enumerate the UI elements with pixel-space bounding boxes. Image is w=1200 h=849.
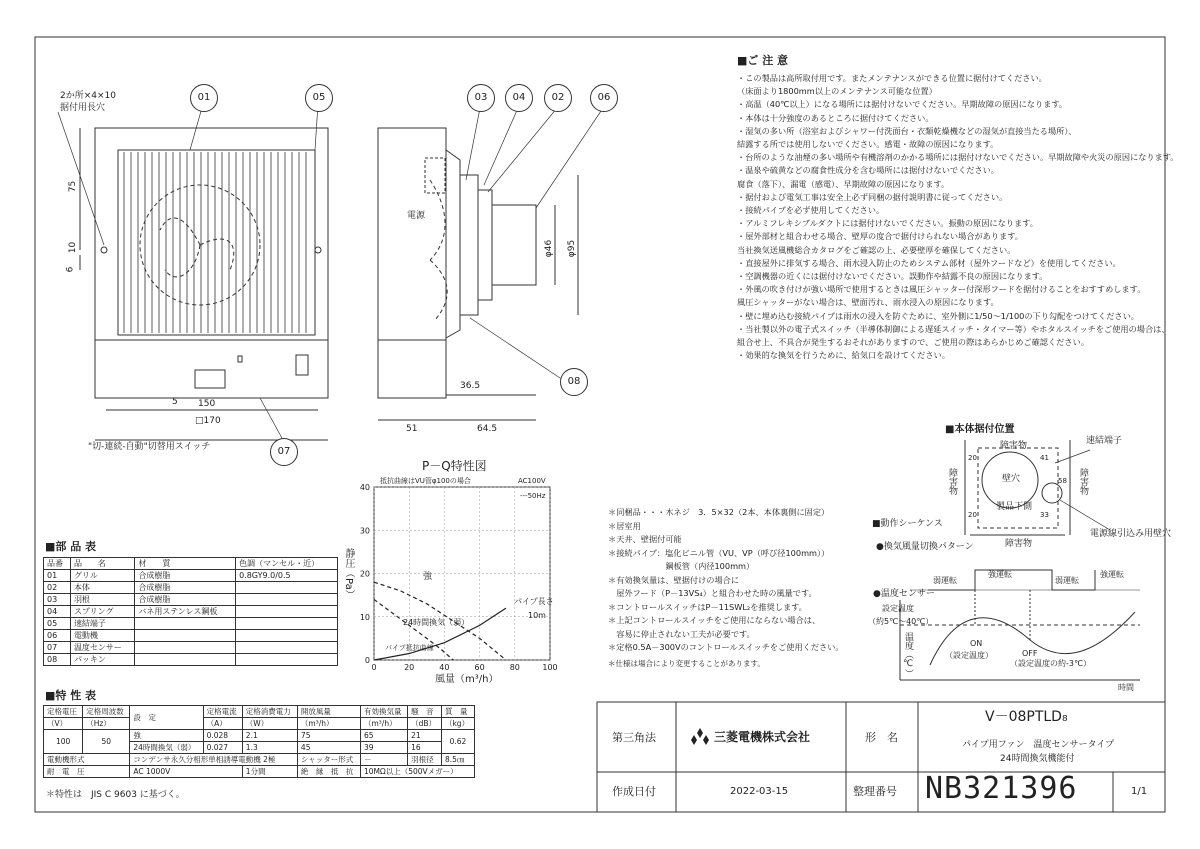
note-line: 風圧シャッターがない場合は、壁面汚れ、雨水浸入の原因になります。 xyxy=(737,297,999,308)
pq-ylabel: 静圧（Pa） xyxy=(343,548,354,600)
spec-voltage: 100 xyxy=(44,730,83,754)
parts-cell: パッキン xyxy=(70,654,134,666)
callout-03: 03 xyxy=(467,84,495,112)
spec-freq: 50 xyxy=(83,730,130,754)
note-line: ・当社製以外の電子式スイッチ（半導体制御による遅延スイッチ・タイマー等）やホタルスイッチをご使用の場合は、 xyxy=(737,323,1170,334)
mitsubishi-logo-icon xyxy=(690,728,710,746)
parts-cell xyxy=(236,582,338,594)
pq-hz: ---50Hz xyxy=(520,492,546,500)
tb-form-label: 形 名 xyxy=(865,731,898,744)
parts-cell: 温度センサー xyxy=(70,642,134,654)
parts-cell: 合成樹脂 xyxy=(135,594,236,606)
install-dim-20a: 20 xyxy=(968,454,977,462)
parts-cell: バネ用ステンレス鋼板 xyxy=(135,606,236,618)
tb-number-label: 整理番号 xyxy=(853,785,897,798)
parts-cell: 0.8GY9.0/0.5 xyxy=(236,570,338,582)
seq-weak-2: 弱運転 xyxy=(1055,576,1079,585)
note-line: ・直接屋外に排気する場合、雨水浸入防止のためシステム部材（屋外フードなど）を使用してください。 xyxy=(737,257,1121,268)
dim-36-5: 36.5 xyxy=(460,381,481,391)
note-line: ・効果的な換気を行うために、給気口を設けてください。 xyxy=(737,350,950,361)
callout-08: 08 xyxy=(560,368,588,396)
pq-xtick-label: 20 xyxy=(404,663,415,672)
parts-cell xyxy=(236,642,338,654)
note-line: 結露する所では使用しないでください。感電・故障の原因になります。 xyxy=(737,139,999,150)
parts-cell: 06 xyxy=(44,630,71,642)
spec-h-setting: 設 定 xyxy=(130,706,203,730)
parts-row xyxy=(44,654,338,666)
note-line: 組合せ上、不具合が発生するおそれがありますので、ご使用の際はあらかじめご確認ください。 xyxy=(737,337,1089,348)
pq-xtick-label: 60 xyxy=(474,663,485,672)
dim-phi95: φ95 xyxy=(567,239,578,258)
parts-cell xyxy=(135,618,236,630)
callout-05: 05 xyxy=(305,84,333,112)
tb-number: NB321396 xyxy=(925,771,1078,806)
spec-h-open-flow: 開放風量 xyxy=(297,706,360,718)
spec-noise-strong: 21 xyxy=(408,730,442,742)
notes-title: ■ご 注 意 xyxy=(737,54,789,67)
spec-setting-strong: 強 xyxy=(130,730,203,742)
accessory-line: 屋外フード（P－13VS₄）と組合わせた時の風量です。 xyxy=(608,588,817,598)
accessory-line: ＊天井、壁据付可能 xyxy=(608,534,682,544)
spec-unit-row xyxy=(44,718,475,730)
parts-cell: 01 xyxy=(44,570,71,582)
tb-desc2: 24時間換気機能付 xyxy=(1000,754,1075,764)
accessory-line: 容易に停止されない工夫が必要です。 xyxy=(608,628,755,639)
spec-motor-label: 電動機形式 xyxy=(44,754,130,766)
pq-resist-label: パイプ抵抗曲線 xyxy=(385,644,434,652)
parts-cell xyxy=(236,606,338,618)
seq-temp-axis: 温度（℃） xyxy=(903,632,913,678)
pq-pipe-length: 10m xyxy=(528,611,546,620)
seq-on: ON xyxy=(970,639,983,648)
spec-insulation-label: 絶 縁 抵 抗 xyxy=(297,766,360,778)
parts-row xyxy=(44,582,338,594)
seq-set-range: （約5℃～40℃） xyxy=(868,617,934,626)
parts-cell: 合成樹脂 xyxy=(135,582,236,594)
install-obstacle-right: 障害物 xyxy=(1078,468,1088,495)
spec-minute: 1分間 xyxy=(242,766,297,778)
pq-ytick-label: 30 xyxy=(359,526,370,536)
spec-voltage-label: 耐 電 圧 xyxy=(44,766,130,778)
spec-open-weak: 45 xyxy=(297,742,360,754)
parts-cell: 速結端子 xyxy=(70,618,134,630)
note-line: 腐食（落下）、漏電（感電）、早期故障の原因になります。 xyxy=(737,178,950,189)
spec-noise-weak: 16 xyxy=(408,742,442,754)
note-line: ・外風の吹き付けが強い場所で使用するときは風圧シャッター付深形フードを据付けることをおすすめします。 xyxy=(737,284,1146,295)
spec-title: ■特 性 表 xyxy=(45,689,97,702)
spec-power-weak: 1.3 xyxy=(242,742,297,754)
spec-footnote: ＊特性は JIS C 9603 に基づく。 xyxy=(46,790,185,800)
parts-header-cell: 品 名 xyxy=(70,558,134,570)
callout-07: 07 xyxy=(270,438,298,466)
spec-h-power: 定格消費電力 xyxy=(242,706,297,718)
note-line: ・本体は十分強度のあるところに据付けてください。 xyxy=(737,112,934,123)
parts-header-cell: 色調（マンセル・近） xyxy=(236,558,338,570)
spec-row-strong xyxy=(44,730,475,742)
parts-cell: 07 xyxy=(44,642,71,654)
callout-04: 04 xyxy=(505,84,533,112)
note-line: （床面より1800mm以上のメンテナンス可能な位置） xyxy=(737,86,937,97)
front-view xyxy=(58,104,328,440)
parts-cell: 05 xyxy=(44,618,71,630)
parts-cell xyxy=(236,654,338,666)
parts-cell: スプリング xyxy=(70,606,134,618)
parts-cell xyxy=(236,630,338,642)
note-line: ・据付および電気工事は安全上必ず同梱の据付説明書に従ってください。 xyxy=(737,191,1008,202)
parts-cell xyxy=(236,618,338,630)
seq-strong-1: 強運転 xyxy=(988,570,1012,579)
accessories-list xyxy=(608,506,844,670)
front-holes-callout: 2か所×4×10 xyxy=(60,91,116,101)
pq-note: 抵抗曲線はVU管φ100の場合 xyxy=(380,477,471,485)
dim-75: 75 xyxy=(68,180,79,193)
callout-01: 01 xyxy=(190,84,218,112)
seq-sensor: ●温度センサー xyxy=(873,589,935,599)
spec-setting-weak: 24時間換気（弱） xyxy=(130,742,203,754)
parts-row xyxy=(44,570,338,582)
tb-model: V－08PTLD₈ xyxy=(985,709,1068,725)
spec-h-mass: 質 量 xyxy=(441,706,474,718)
parts-row xyxy=(44,606,338,618)
tb-page: 1/1 xyxy=(1131,786,1148,797)
spec-shutter: － xyxy=(360,754,407,766)
parts-cell: 合成樹脂 xyxy=(135,570,236,582)
accessory-line: ＊接続パイプ：塩化ビニル管（VU、VP（呼び径100mm）） xyxy=(608,547,830,558)
spec-h-voltage: 定格電圧 xyxy=(44,706,83,718)
accessory-line: 鋼板管（内径100mm） xyxy=(608,561,755,571)
seq-weak-1: 弱運転 xyxy=(933,576,957,585)
parts-header-row xyxy=(44,558,338,570)
parts-row xyxy=(44,630,338,642)
pq-weak-label: 24時間換気（弱） xyxy=(403,618,470,627)
parts-cell: グリル xyxy=(70,570,134,582)
install-dim-58: 58 xyxy=(1058,477,1067,485)
tb-projection: 第三角法 xyxy=(612,731,656,744)
spec-u-freq: （Hz） xyxy=(83,718,130,730)
parts-header-cell: 品番 xyxy=(44,558,71,570)
pq-ytick-label: 40 xyxy=(359,483,370,492)
parts-cell xyxy=(236,594,338,606)
note-line: ・この製品は高所取付用です。またメンテナンスができる位置に据付けてください。 xyxy=(737,73,1047,83)
spec-vane: 8.5㎝ xyxy=(441,754,474,766)
note-line: ・屋外部材と組合わせる場合、壁厚の度合で据付けられない場合があります。 xyxy=(737,231,1023,242)
spec-u-voltage: （V） xyxy=(44,718,83,730)
accessory-line: ＊コントロールスイッチはP－11SWL₂を推奨します。 xyxy=(608,601,807,612)
pq-xtick-label: 0 xyxy=(371,663,377,672)
install-title: ■本体据付位置 xyxy=(945,424,1015,435)
pq-ytick-label: 0 xyxy=(364,656,370,665)
pq-xtick-label: 40 xyxy=(439,663,450,672)
callout-02: 02 xyxy=(544,84,572,112)
spec-vane-label: 羽根径 xyxy=(408,754,442,766)
parts-row xyxy=(44,594,338,606)
notes-list xyxy=(737,72,1177,362)
spec-mass: 0.62 xyxy=(441,730,474,754)
install-dim-20b: 20 xyxy=(968,511,977,519)
parts-cell xyxy=(135,642,236,654)
accessory-line: ＊上記コントロールスイッチをご使用にならない場合は、 xyxy=(608,615,821,625)
seq-pattern: ●換気風量切換パターン xyxy=(876,542,974,552)
accessory-line: ＊有効換気量は、壁据付けの場合に xyxy=(608,574,740,585)
note-line: ・高温（40℃以上）になる場所には据付けないでください。早期故障の原因になります。 xyxy=(737,99,1068,110)
dim-51: 51 xyxy=(406,424,418,434)
spec-row-motor xyxy=(44,754,475,766)
parts-cell: 03 xyxy=(44,594,71,606)
parts-row xyxy=(44,618,338,630)
spec-open-strong: 75 xyxy=(297,730,360,742)
seq-off-sub: （設定温度の約-3℃） xyxy=(1010,659,1091,668)
parts-cell xyxy=(135,654,236,666)
note-line: ・アルミフレキシブルダクトには据付けないでください。振動の原因になります。 xyxy=(737,218,1038,229)
note-line: ・台所のような油煙の多い場所や有機溶剤のかかる場所には据付けないでください。早期故障や火災の原因になります。 xyxy=(737,152,1179,163)
spec-table xyxy=(43,705,475,778)
parts-title: ■部 品 表 xyxy=(45,540,97,553)
install-dim-33: 33 xyxy=(1040,511,1049,519)
spec-eff-strong: 65 xyxy=(360,730,407,742)
parts-cell: 02 xyxy=(44,582,71,594)
spec-u-open-flow: （m³/h） xyxy=(297,718,360,730)
callout-06: 06 xyxy=(590,84,618,112)
install-power-hole: 電源線引込み用壁穴 xyxy=(1090,529,1172,539)
dim-64-5: 64.5 xyxy=(477,424,498,434)
spec-motor: コンデンサ永久分相形単相誘導電動機 2極 xyxy=(130,754,298,766)
pq-xtick-label: 100 xyxy=(542,663,558,672)
pq-supply: AC100V xyxy=(518,477,546,485)
install-wall-hole: 壁穴 xyxy=(1002,474,1021,484)
note-line: ・温泉や硫黄などの腐食性成分を含む場所には据付けないでください。 xyxy=(737,165,1000,176)
pq-xlabel: 風量（m³/h） xyxy=(435,674,499,685)
seq-title: ■動作シーケンス xyxy=(872,519,943,529)
accessory-line: ＊居室用 xyxy=(608,520,641,531)
note-line: ・壁に埋め込む接続パイプは雨水の浸入を防ぐために、室外側に1/50～1/100の下り勾配をつけてください。 xyxy=(737,310,1139,321)
switch-label: "切-連続-自動"切替用スイッチ xyxy=(88,442,211,452)
seq-off: OFF xyxy=(1022,649,1038,658)
spec-shutter-label: シャッター形式 xyxy=(297,754,360,766)
note-line: ・空調機器の近くには据付けないでください。誤動作や結露不良の原因になります。 xyxy=(737,271,1048,282)
parts-cell xyxy=(135,630,236,642)
spec-h-eff-flow: 有効換気量 xyxy=(360,706,407,718)
spec-header-row xyxy=(44,706,475,718)
pq-ytick-label: 10 xyxy=(359,612,370,622)
spec-row-withstand xyxy=(44,766,475,778)
seq-strong-2: 強運転 xyxy=(1100,570,1124,579)
tb-company: 三菱電機株式会社 xyxy=(714,730,811,744)
parts-cell: 08 xyxy=(44,654,71,666)
install-product-bottom: 製品下側 xyxy=(996,502,1033,512)
spec-u-current: （A） xyxy=(203,718,242,730)
pq-strong-label: 強 xyxy=(423,572,433,582)
parts-header-cell: 材 質 xyxy=(135,558,236,570)
note-line: ・湿気の多い所（浴室およびシャワー付洗面台・衣類乾燥機などの湿気が直接当たる場所）、 xyxy=(737,125,1077,136)
pq-xtick-label: 80 xyxy=(509,663,520,672)
tb-date-label: 作成日付 xyxy=(612,785,656,798)
install-terminal: 速結端子 xyxy=(1086,436,1123,446)
pq-pipe-label: パイプ長さ xyxy=(514,597,554,606)
seq-on-sub: （設定温度） xyxy=(945,651,993,660)
install-obstacle-left: 障害物 xyxy=(947,468,957,495)
note-line: 当社換気送風機総合カタログをご確認の上、必要壁厚を確保してください。 xyxy=(737,244,1016,255)
tb-desc1: パイプ用ファン 温度センサータイプ xyxy=(962,740,1115,750)
spec-u-noise: （dB） xyxy=(408,718,442,730)
parts-row xyxy=(44,642,338,654)
tb-date: 2022-03-15 xyxy=(730,786,789,797)
dim-10: 10 xyxy=(68,241,79,254)
note-line: ・接続パイプを必ず使用してください。 xyxy=(737,205,885,216)
accessory-line: ＊定格0.5A－300Vのコントロールスイッチをご使用ください。 xyxy=(608,642,844,652)
install-dim-41: 41 xyxy=(1040,454,1049,462)
dim-5: 5 xyxy=(172,397,178,407)
spec-h-freq: 定格周波数 xyxy=(83,706,130,718)
install-obstacle-top: 障害物 xyxy=(1000,441,1028,451)
spec-eff-weak: 39 xyxy=(360,742,407,754)
parts-cell: 電動機 xyxy=(70,630,134,642)
dim-150: 150 xyxy=(198,399,216,409)
front-holes-callout-2: 据付用長穴 xyxy=(60,103,106,113)
spec-h-noise: 騒 音 xyxy=(408,706,442,718)
spec-h-current: 定格電流 xyxy=(203,706,242,718)
spec-u-power: （W） xyxy=(242,718,297,730)
parts-cell: 羽根 xyxy=(70,594,134,606)
spec-u-eff-flow: （m³/h） xyxy=(360,718,407,730)
spec-insulation: 10MΩ以上（500Vメガー） xyxy=(360,766,474,778)
spec-u-mass: （kg） xyxy=(441,718,474,730)
spec-current-weak: 0.027 xyxy=(203,742,242,754)
install-obstacle-bottom: 障害物 xyxy=(1005,539,1033,549)
spec-current-strong: 0.028 xyxy=(203,730,242,742)
seq-time: 時間 xyxy=(1118,683,1134,692)
spec-power-strong: 2.1 xyxy=(242,730,297,742)
pq-series-line xyxy=(374,608,506,660)
seq-set-temp: 設定温度 xyxy=(882,604,914,613)
power-label: 電源 xyxy=(407,211,426,221)
spec-withstand: AC 1000V xyxy=(130,766,242,778)
parts-cell: 本体 xyxy=(70,582,134,594)
pq-title: P－Q特性図 xyxy=(422,459,487,473)
dim-170: □170 xyxy=(195,416,221,426)
accessory-line: ＊仕様は場合により変更することがあります。 xyxy=(608,658,765,668)
parts-cell: 04 xyxy=(44,606,71,618)
install-diagram xyxy=(965,440,1110,535)
dim-phi46: φ46 xyxy=(544,239,555,258)
dim-6: 6 xyxy=(65,266,76,273)
accessory-line: ＊同梱品・・・木ネジ 3．5×32（2本、本体裏側に固定） xyxy=(608,507,830,517)
parts-table xyxy=(43,557,338,666)
pq-ytick-label: 20 xyxy=(359,569,370,579)
